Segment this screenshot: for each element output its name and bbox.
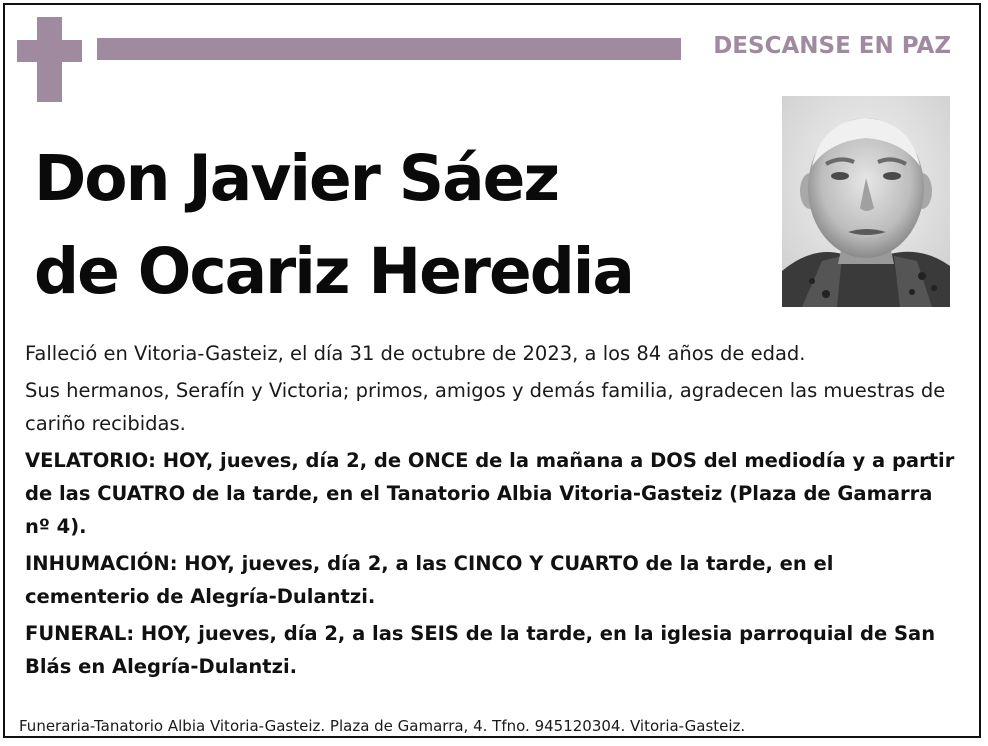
death-notice: Falleció en Vitoria-Gasteiz, el día 31 de octubre de 2023, a los 84 años de edad. <box>25 342 806 365</box>
portrait-photo <box>782 96 950 307</box>
notice-body <box>25 335 960 683</box>
velatorio-info: VELATORIO: HOY, jueves, día 2, de ONCE de la mañana a DOS del mediodía y a partir de las CUATRO de la tarde, en el Tanatorio Albia Vitoria-Gasteiz (Plaza de Gamarra nº 4). <box>25 449 955 538</box>
header-label: DESCANSE EN PAZ <box>713 33 951 59</box>
family-note: Sus hermanos, Serafín y Victoria; primos, amigos y demás familia, agradecen las muestras de cariño recibidas. <box>25 379 946 435</box>
cross-icon-arm <box>17 40 82 62</box>
deceased-name <box>34 132 754 318</box>
portrait-photo-icon <box>782 96 950 307</box>
name-line-1: Don Javier Sáez <box>34 142 558 215</box>
inhumacion-info: INHUMACIÓN: HOY, jueves, día 2, a las CINCO Y CUARTO de la tarde, en el cementerio de Alegría-Dulantzi. <box>25 552 834 608</box>
funeral-home-footer: Funeraria-Tanatorio Albia Vitoria-Gasteiz. Plaza de Gamarra, 4. Tfno. 945120304. Vitoria-Gasteiz. <box>19 717 746 735</box>
name-line-2: de Ocariz Heredia <box>34 235 633 308</box>
funeral-info: FUNERAL: HOY, jueves, día 2, a las SEIS de la tarde, en la iglesia parroquial de San Blás en Alegría-Dulantzi. <box>25 622 936 678</box>
header-rule <box>97 38 681 60</box>
